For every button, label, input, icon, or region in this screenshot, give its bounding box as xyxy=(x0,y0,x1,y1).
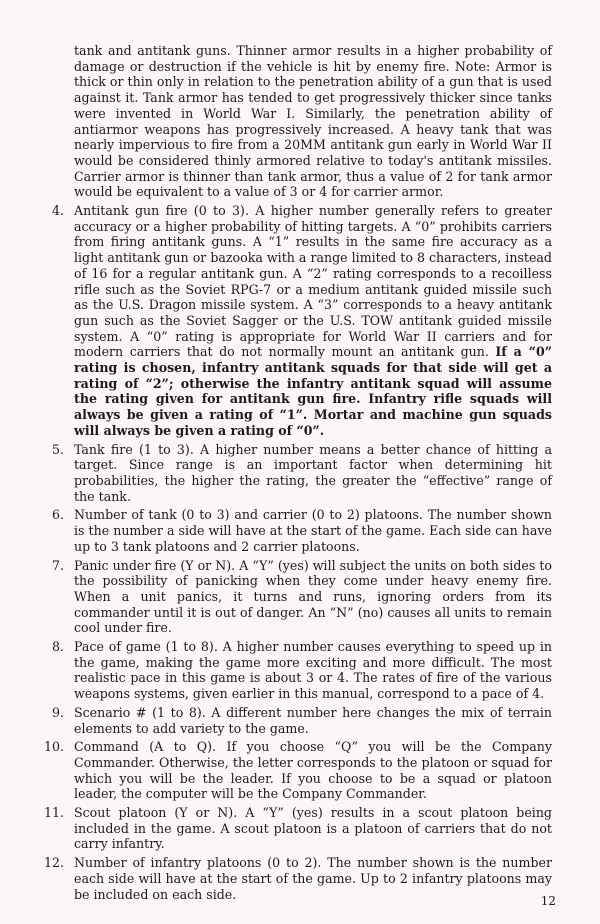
item-number: 12. xyxy=(44,855,65,871)
item-number: 10. xyxy=(44,739,65,755)
item-number: 9. xyxy=(52,704,65,720)
list-item-8 xyxy=(52,639,552,702)
item-number: 4. xyxy=(52,203,65,219)
page-body xyxy=(44,43,552,902)
item-text: Tank fire (1 to 3). A higher number means a better chance of hitting a target. Since range is an important factor when determining hit probabilities, the higher the rating, the greater the “effective” range of the tank. xyxy=(74,441,552,504)
list-item-9 xyxy=(52,705,552,736)
item-text: Scenario # (1 to 8). A different number here changes the mix of terrain elements to add variety to the game. xyxy=(74,704,552,736)
list-item-11 xyxy=(44,805,552,852)
item-text: Number of infantry platoons (0 to 2). The number shown is the number each side will have at the start of the game. Up to 2 infantry platoons may be included on each side. xyxy=(74,855,552,902)
item-text: Panic under fire (Y or N). A “Y” (yes) will subject the units on both sides to the possibility of panicking when they come under heavy enemy fire. When a unit panics, it turns and runs, ignoring orders from its commander until it is out of danger. An “N” (no) causes all units to remain cool under fire. xyxy=(74,557,552,636)
item-number: 8. xyxy=(52,639,65,655)
item-number: 11. xyxy=(44,805,65,821)
list-item-7 xyxy=(52,558,552,637)
item-text: Number of tank (0 to 3) and carrier (0 to 2) platoons. The number shown is the number a side will have at the start of the game. Each side can have up to 3 tank platoons and 2 carrier platoons. xyxy=(74,507,552,554)
item-number: 7. xyxy=(52,557,65,573)
item-text: Scout platoon (Y or N). A “Y” (yes) results in a scout platoon being included in the game. A scout platoon is a platoon of carriers that do not carry infantry. xyxy=(74,805,552,852)
item-number: 5. xyxy=(52,441,65,457)
item-number: 6. xyxy=(52,507,65,523)
list-item-4 xyxy=(52,203,552,439)
list-item-5 xyxy=(52,442,552,505)
list-item-6 xyxy=(52,507,552,554)
bold-note: If a “0” rating is chosen, infantry antitank squads for that side will get a rating of “2”; otherwise the infantry antitank squad will assume the rating given for antitank gun fire. Infantry rifle squads will always be given a rating of “1”. Mortar and machine gun squads will always be given a rating of “0”. xyxy=(74,344,552,438)
item-text: Pace of game (1 to 8). A higher number causes everything to speed up in the game, making the game more exciting and more difficult. The most realistic pace in this game is about 3 or 4. The rates of fire of the various weapons systems, given earlier in this manual, correspond to a pace of 4. xyxy=(74,639,552,702)
list-item-10 xyxy=(44,739,552,802)
item-text: Command (A to Q). If you choose “Q” you will be the Company Commander. Otherwise, the letter corresponds to the platoon or squad for which you will be the leader. If you choose to be a squad or platoon leader, the computer will be the Company Commander. xyxy=(74,739,552,802)
list-item-12 xyxy=(44,855,552,902)
continued-paragraph: tank and antitank guns. Thinner armor results in a higher probability of damage or destruction if the vehicle is hit by enemy fire. Note: Armor is thick or thin only in relation to the penetration ability of a gun that is used against it. Tank armor has tended to get progressively thicker since tanks were invented in World War I. Similarly, the penetration ability of antiarmor weapons has progressively increased. A heavy tank that was nearly impervious to fire from a 20MM antitank gun early in World War II would be considered thinly armored relative to today's antitank missiles. Carrier armor is thinner than tank armor, thus a value of 2 for tank armor would be equivalent to a value of 3 or 4 for carrier armor. xyxy=(74,43,552,200)
page-number: 12 xyxy=(540,894,556,908)
item-text: Antitank gun fire (0 to 3). A higher number generally refers to greater accuracy or a higher probability of hitting targets. A “0” prohibits carriers from firing antitank guns. A “1” results in the same fire accuracy as a light antitank gun or bazooka with a range limited to 8 characters, instead of 16 for a regular antitank gun. A “2” rating corresponds to a recoilless rifle such as the Soviet RPG-7 or a medium antitank guided missile such as the U.S. Dragon missile system. A “3” corresponds to a heavy antitank gun such as the Soviet Sagger or the U.S. TOW antitank guided missile system. A “0” rating is appropriate for World War II carriers and for modern carriers that do not normally mount an antitank gun. If a “0” rating is chosen, infantry antitank squads for that side will get a rating of “2”; otherwise the infantry antitank squad will assume the rating given for antitank gun fire. Infantry rifle squads will always be given a rating of “1”. Mortar and machine gun squads will always be given a rating of “0”. xyxy=(74,203,552,438)
